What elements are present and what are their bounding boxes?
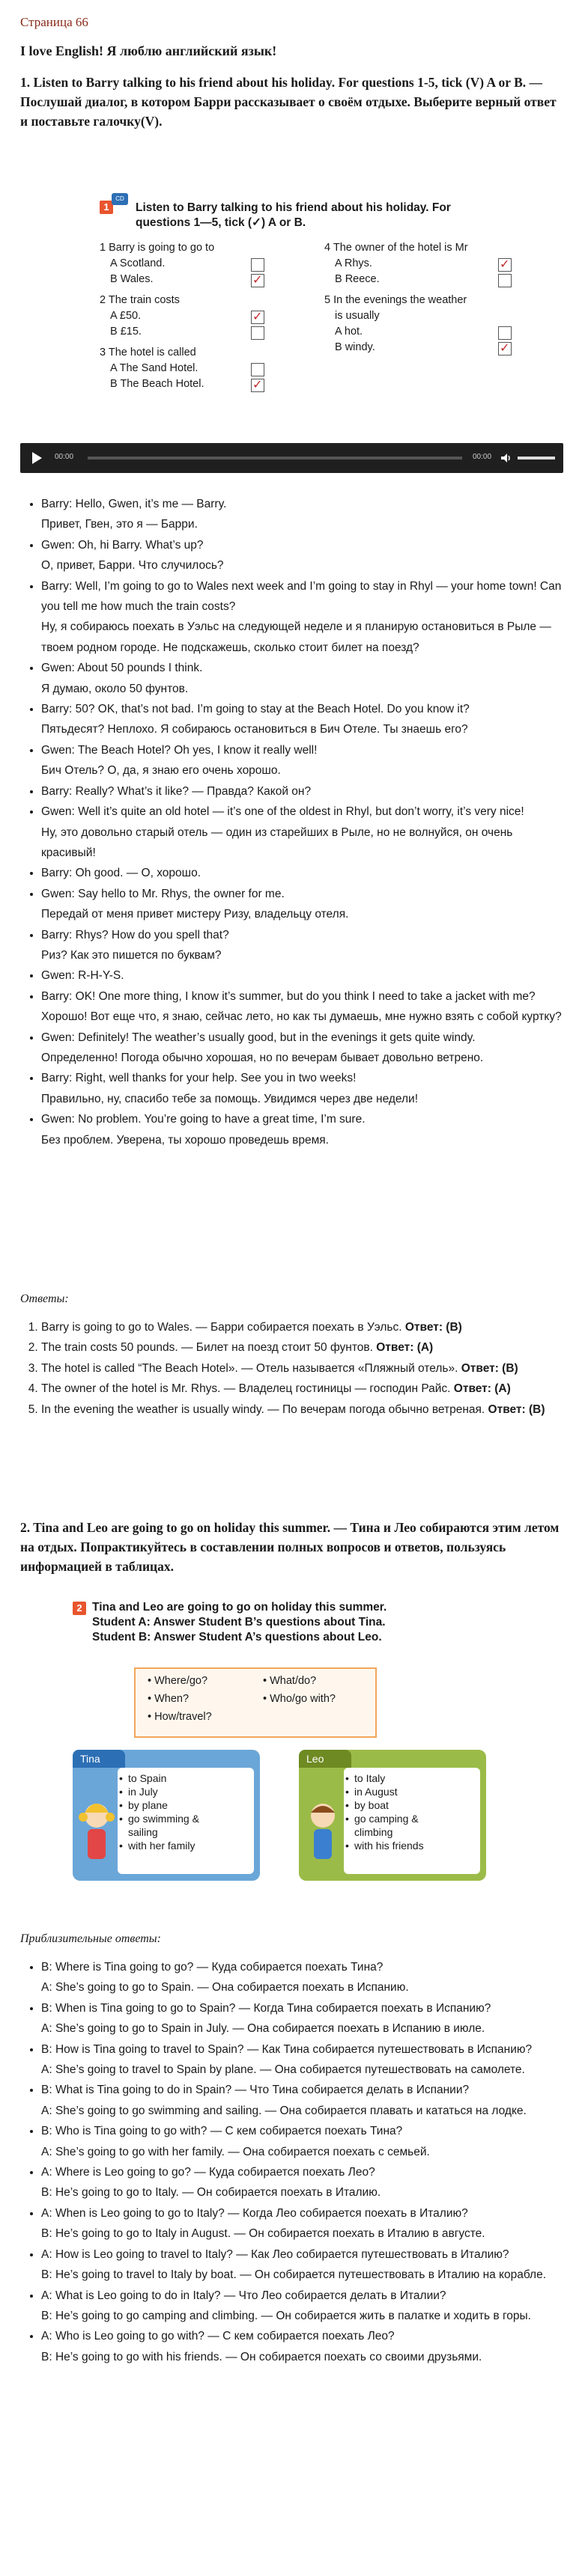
approx-answer-item: • B: How is Tina going to travel to Spain? — Как Тина собирается путешествовать в Испанию? A: She’s going to travel to Spain by plane. — Она собирается путешествовать на самолете. [41,2039,563,2081]
q1-checkbox-b[interactable] [251,274,264,287]
cd-icon: CD [112,193,128,205]
answer-key: Ответ: (B) [404,1321,462,1334]
dialog-line: • Barry: OK! One more thing, I know it’s summer, but do you think I need to take a jacket with me? Хорошо! Вот еще что, я знаю, сейчас лето, но как ты думаешь, мне нужно взять с собой куртку? [41,986,563,1028]
task2-heading: 2. Tina and Leo are going to go on holiday this summer. — Тина и Лео собираются этим летом на отдых. Попрактикуйтесь в составлении полных вопросов и ответов, пользуясь информацией в таблицах. [20,1520,560,1574]
q3-checkbox-a[interactable] [251,363,264,376]
question-5: 5 In the evenings the weather [324,294,467,306]
answer-text: Barry is going to go to Wales. — Барри собирается поехать в Уэльс. [41,1321,405,1334]
answer-text: The hotel is called “The Beach Hotel». — Отель называется «Пляжный отель». [41,1361,461,1375]
approx-answer-item: • A: Where is Leo going to go? — Куда собирается поехать Лео? B: He’s going to go to Italy. — Он собирается поехать в Италию. [41,2162,563,2203]
leo-item: • to Italy [354,1772,385,1785]
q1-checkbox-a[interactable] [251,258,264,272]
audio-player [20,443,563,473]
tick-mark: ✓ [500,257,510,271]
volume-slider[interactable] [518,457,555,460]
q5-checkbox-a[interactable] [498,326,512,340]
dialog-line: • Gwen: No problem. You’re going to have a great time, I’m sure. Без проблем. Уверена, ты хорошо проведешь время. [41,1109,563,1150]
dialog-line: • Gwen: About 50 pounds I think. Я думаю, около 50 фунтов. [41,658,563,699]
answer-item [41,1400,563,1420]
tick-mark: ✓ [500,341,510,355]
leo-tab: Leo [299,1750,351,1768]
answers-heading: Ответы: [20,1292,69,1305]
approx-answer-item: • A: How is Leo going to travel to Italy? — Как Лео собирается путешествовать в Италию? B: He’s going to travel to Italy by boat. — Он собирается путешествовать в Италию на корабле. [41,2244,563,2286]
dialog-line: • Gwen: Say hello to Mr. Rhys, the owner for me. Передай от меня привет мистеру Ризу, владельцу отеля. [41,884,563,925]
approx-answer-item: • A: Who is Leo going to go with? — С кем собирается поехать Лео? B: He’s going to go with his friends. — Он собирается поехать со своими друзьями. [41,2326,563,2367]
tick-mark: ✓ [252,309,263,323]
q2-checkbox-b[interactable] [251,326,264,340]
page-header: Страница 66 [20,15,88,29]
prompt-how: • How/travel? [148,1711,212,1723]
dialog-line: • Barry: Really? What’s it like? — Правда? Какой он? [41,781,563,802]
prompt-when: • When? [148,1693,190,1705]
dialog-line: • Gwen: Definitely! The weather’s usually good, but in the evenings it gets quite windy. Определенно! Погода обычно хорошая, но по вечерам бывает довольно ветрено. [41,1028,563,1069]
approx-answer-item: • B: What is Tina going to do in Spain? — Что Тина собирается делать в Испании? A: She’s going to go swimming and sailing. — Она собирается плавать и кататься на лодке. [41,2080,563,2121]
leo-item: • in August [354,1786,398,1798]
approx-answer-item: • B: When is Tina going to go to Spain? — Когда Тина собирается поехать в Испанию? A: She’s going to go to Spain in July. — Она собирается поехать в Испанию в июле. [41,1998,563,2039]
tina-tab: Tina [73,1750,125,1768]
answer-item [41,1317,563,1337]
dialog-line: • Barry: Right, well thanks for your help. See you in two weeks! Правильно, ну, спасибо тебе за помощь. Увидимся через две недели! [41,1068,563,1109]
q5-option-b: B windy. [335,341,375,353]
dialog-line: • Gwen: R-H-Y-S. [41,965,563,986]
duration: 00:00 [473,453,492,461]
q5-option-a: A hot. [335,326,363,338]
answer-key: Ответ: (B) [461,1361,518,1375]
leo-item: • by boat [354,1799,389,1812]
q1-option-b: B Wales. [110,273,154,285]
q5-checkbox-b[interactable] [498,342,512,355]
question-2: 2 The train costs [100,294,180,306]
dialog-line: • Barry: Oh good. — О, хорошо. [41,863,563,883]
exercise1-title: Listen to Barry talking to his friend about his holiday. For questions 1—5, tick (✓) A or B. [136,201,451,229]
girl-illustration-icon [77,1795,116,1862]
tina-item: • to Spain [128,1772,166,1785]
task1-heading: 1. Listen to Barry talking to his friend about his holiday. For questions 1-5, tick (V) A or B. — Послушай диалог, в котором Барри рассказывает о своём отдыхе. Выберите верный ответ и поставьте галочку(V). [20,75,557,129]
leo-item-cont: climbing [354,1826,393,1838]
approx-answers-heading: Приблизительные ответы: [20,1932,161,1945]
dialog-line: • Barry: Well, I’m going to go to Wales next week and I’m going to stay in Rhyl — your home town! Can you tell me how much the train costs? Ну, я собираюсь поехать в Уэльс на следующей неделе и я планирую остановиться в Рыле — твоем родном городе. Не подскажешь, сколько стоит билет на поезд? [41,576,563,659]
tina-item: • in July [128,1786,158,1798]
q2-option-a: A £50. [110,310,142,322]
approx-answer-item: • A: What is Leo going to do in Italy? — Что Лео собирается делать в Италии? B: He’s going to go camping and climbing. — Он собирается жить в палатке и ходить в горы. [41,2286,563,2327]
answer-text: The owner of the hotel is Mr. Rhys. — Владелец гостиницы — господин Райс. [41,1382,454,1396]
q1-option-a: A Scotland. [110,257,166,269]
q4-checkbox-a[interactable] [498,258,512,272]
answer-key: Ответ: (B) [488,1403,545,1416]
tina-item-cont: sailing [128,1826,158,1838]
current-time: 00:00 [55,453,74,461]
q4-option-b: B Reece. [335,273,380,285]
tina-info-panel [118,1768,254,1874]
play-icon[interactable] [32,452,42,464]
volume-icon[interactable] [500,452,512,464]
approx-answer-item: • B: Who is Tina going to go with? — С кем собирается поехать Тина? A: She’s going to go with her family. — Она собирается поехать с семьей. [41,2121,563,2162]
tick-mark: ✓ [252,272,263,287]
tina-item: • with her family [128,1840,195,1852]
exercise2-title-3: Student B: Answer Student A’s questions about Leo. [92,1631,382,1643]
leo-item: • with his friends [354,1840,424,1852]
tina-card [73,1750,260,1881]
q2-option-b: B £15. [110,326,142,338]
dialog-line: • Barry: Hello, Gwen, it’s me — Barry. Привет, Гвен, это я — Барри. [41,494,563,535]
leo-info-panel [344,1768,480,1874]
dialog-line: • Gwen: Oh, hi Barry. What’s up? О, привет, Барри. Что случилось? [41,535,563,576]
q3-option-a: A The Sand Hotel. [110,362,198,374]
dialog-line: • Gwen: Well it’s quite an old hotel — it’s one of the oldest in Rhyl, but don’t worry, it’s very nice! Ну, это довольно старый отель — один из старейших в Рыле, но не волнуйся, он очень красивый! [41,802,563,863]
exercise1-image [73,187,552,423]
q2-checkbox-a[interactable] [251,311,264,324]
q3-checkbox-b[interactable] [251,379,264,392]
tina-item: • by plane [128,1799,168,1812]
approx-answer-item: • B: Where is Tina going to go? — Куда собирается поехать Тина? A: She’s going to go to Spain. — Она собирается поехать в Испанию. [41,1957,563,1998]
tick-mark: ✓ [252,377,263,391]
approx-answers-list [20,1957,563,2367]
answer-key: Ответ: (A) [453,1382,511,1396]
question-1: 1 Barry is going to go to [100,242,215,254]
section-heading: I love English! Я люблю английский язык! [20,43,277,58]
exercise2-title-2: Student A: Answer Student B’s questions about Tina. [92,1616,386,1629]
exercise-number-badge: 1 [100,201,113,214]
q3-option-b: B The Beach Hotel. [110,378,204,390]
prompt-what: • What/do? [263,1675,317,1687]
prompt-where: • Where/go? [148,1675,208,1687]
exercise2-title-1: Tina and Leo are going to go on holiday this summer. [92,1601,387,1614]
answers-list [20,1317,563,1420]
answer-item [41,1379,563,1399]
exercise2-image [73,1600,552,1862]
prompt-who: • Who/go with? [263,1693,336,1705]
answer-item [41,1337,563,1358]
answer-key: Ответ: (A) [376,1341,434,1355]
q4-option-a: A Rhys. [335,257,372,269]
dialog-list [20,494,563,1150]
dialog-line: • Gwen: The Beach Hotel? Oh yes, I know it really well! Бич Отель? О, да, я знаю его очень хорошо. [41,740,563,781]
leo-card [299,1750,486,1881]
answer-text: In the evening the weather is usually windy. — По вечерам погода обычно ветреная. [41,1403,488,1416]
dialog-line: • Barry: Rhys? How do you spell that? Риз? Как это пишется по буквам? [41,925,563,966]
leo-item: • go camping & [354,1813,419,1825]
question-3: 3 The hotel is called [100,347,196,358]
exercise-number-badge: 2 [73,1602,86,1615]
q4-checkbox-b[interactable] [498,274,512,287]
dialog-line: • Barry: 50? OK, that’s not bad. I’m going to stay at the Beach Hotel. Do you know it? Пятьдесят? Неплохо. Я собираюсь остановиться в Бич Отеле. Ты знаешь его? [41,699,563,740]
tina-item: • go swimming & [128,1813,199,1825]
approx-answer-item: • A: When is Leo going to go to Italy? — Когда Лео собирается поехать в Италию? B: He’s going to go to Italy in August. — Он собирается поехать в Италию в августе. [41,2203,563,2244]
question-prompts-box [134,1667,377,1738]
answer-item [41,1358,563,1379]
answer-text: The train costs 50 pounds. — Билет на поезд стоит 50 фунтов. [41,1341,377,1355]
question-5-cont: is usually [335,310,380,322]
boy-illustration-icon [303,1795,342,1862]
progress-bar[interactable] [88,457,462,460]
question-4: 4 The owner of the hotel is Mr [324,242,468,254]
